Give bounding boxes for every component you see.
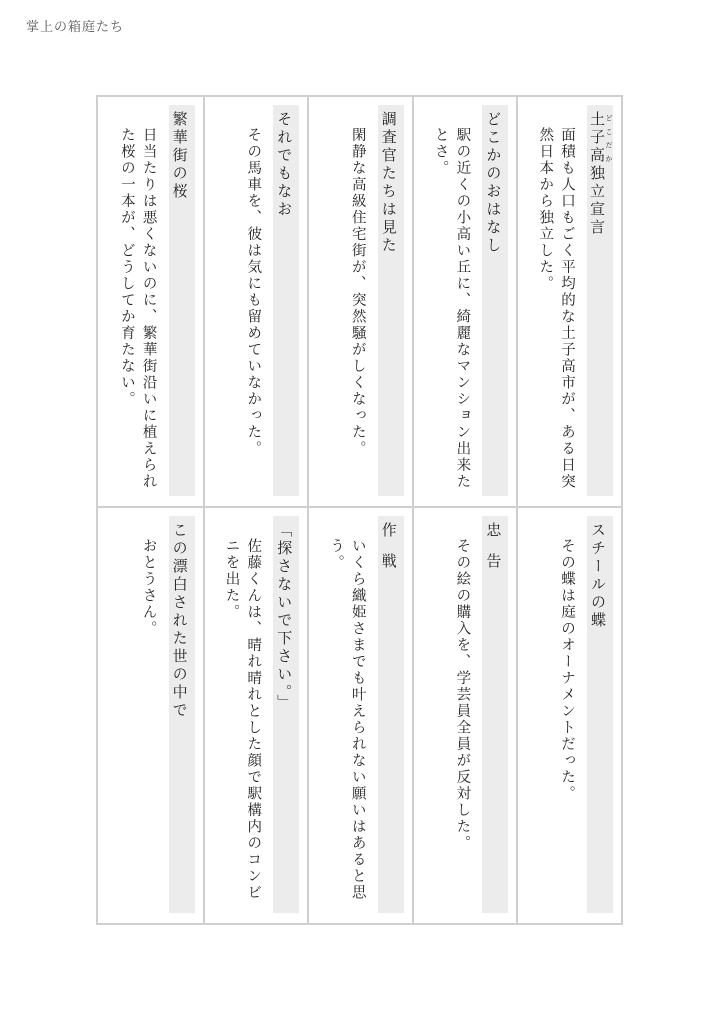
title-rest: 独立宣言 [587, 165, 606, 237]
story-body: その蝶は庭のオーナメントだった。 [558, 538, 575, 802]
story-body: いくら織姫さまでも叶えられない願いはあると思う。 [328, 538, 366, 901]
story-cell-steel-butterfly [516, 508, 621, 923]
story-body: 佐藤くんは、晴れ晴れとした顔で駅構内のコンビニを出た。 [223, 538, 262, 901]
story-body: 駅の近くの小高い丘に、綺麗なマンション出来たとさ。 [432, 127, 471, 490]
story-cell-soredemo [203, 97, 308, 508]
story-body: 日当たりは悪くないのに、繁華街沿いに植えられた桜の一本が、どうしてか育たない。 [118, 127, 157, 490]
story-title: 「探さないで下さい。」 [273, 516, 299, 913]
story-cell-hyouhaku [98, 508, 203, 923]
story-body: その馬車を、彼は気にも留めていなかった。 [245, 127, 262, 457]
story-title: 繁華街の桜 [169, 105, 195, 496]
story-title: それでもなお [273, 105, 299, 496]
story-body: 面積も人口もごく平均的な土子高市が、ある日突然日本から独立した。 [537, 127, 575, 490]
story-cell-sakura [98, 97, 203, 508]
story-grid [96, 95, 623, 925]
story-cell-sakusen [307, 508, 412, 923]
story-title: スチールの蝶 [587, 516, 613, 913]
story-cell-chuukoku [412, 508, 517, 923]
story-body: その絵の購入を、学芸員全員が反対した。 [454, 538, 471, 852]
document-header-title: 掌上の箱庭たち [26, 20, 125, 35]
story-title: この漂白された世の中で [169, 516, 195, 913]
story-cell-chousakan [307, 97, 412, 508]
title-ruby-text: どこだか [604, 111, 613, 165]
story-title: どこかのおはなし [482, 105, 508, 496]
story-cell-dokodaka [516, 97, 621, 508]
story-body: おとうさん。 [140, 538, 157, 637]
story-body: 閑静な高級住宅街が、突然騒がしくなった。 [349, 127, 366, 457]
story-cell-sagasanaide [203, 508, 308, 923]
story-cell-dokoka [412, 97, 517, 508]
story-title: 調査官たちは見た [378, 105, 404, 496]
title-ruby-base: 土子高 [587, 111, 606, 165]
story-title: 忠告 [482, 516, 508, 913]
story-title [587, 105, 613, 496]
story-title: 作戦 [378, 516, 404, 913]
